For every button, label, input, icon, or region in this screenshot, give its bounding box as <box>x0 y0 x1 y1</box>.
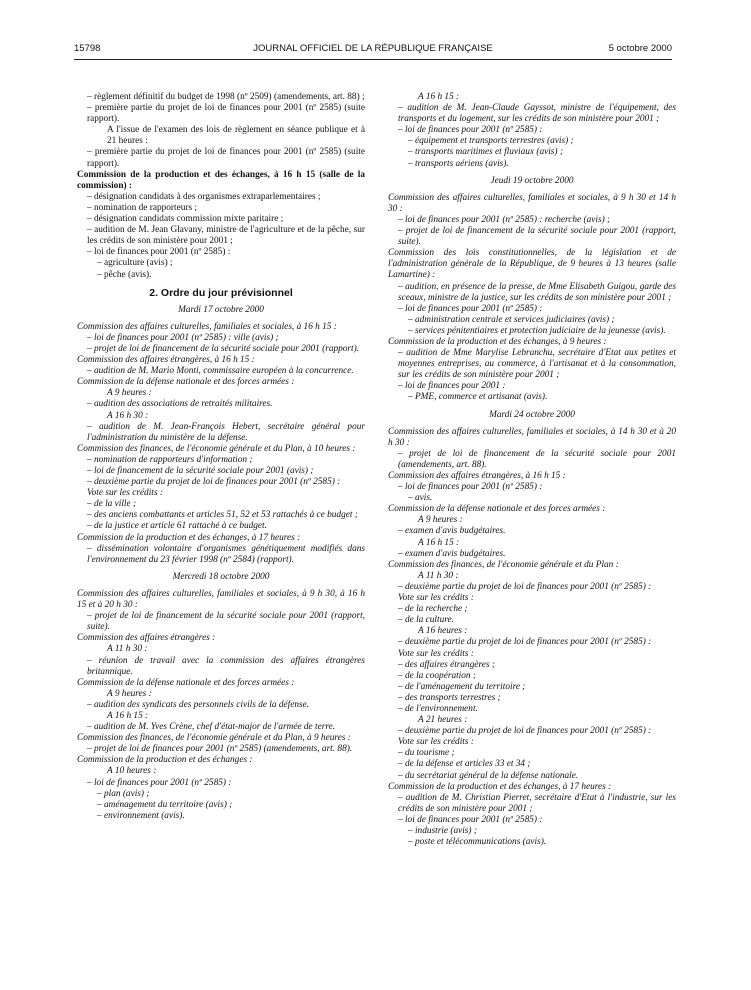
text-line: Vote sur les crédits : <box>398 737 474 748</box>
text-line: – transports maritimes et fluviaux (avis) ; <box>408 147 563 158</box>
text-line: Vote sur les crédits : <box>87 488 163 499</box>
text-line: Commission des finances, de l'économie générale et du Plan : <box>388 559 619 570</box>
text-line: A 16 h 15 : <box>418 537 460 548</box>
text-line: – des anciens combattants et articles 51, 52 et 53 rattachés à ce budget ; <box>87 510 358 521</box>
text-line: – dissémination volontaire d'organismes génétiquement modifiés dans l'environnement du 23 février 1998 (nº 2584) (rapport). <box>87 543 365 565</box>
text-line: A 11 h 30 : <box>418 570 459 581</box>
text-line: – première partie du projet de loi de finances pour 2001 (nº 2585) (suite rapport). <box>87 147 365 169</box>
text-line: – nomination de rapporteurs ; <box>87 202 197 213</box>
text-line: Commission des affaires culturelles, familiales et sociales, à 16 h 15 : <box>77 321 337 332</box>
text-line: – réunion de travail avec la commission des affaires étrangères britannique. <box>87 655 365 677</box>
text-line: Commission des affaires étrangères : <box>77 633 216 644</box>
text-line: – projet de loi de financement de la sécurité sociale pour 2001 (rapport). <box>87 343 360 354</box>
text-line: – de la justice et article 61 rattaché à ce budget. <box>87 521 267 532</box>
text-line: – services pénitentiaires et protection judiciaire de la jeunesse (avis). <box>408 325 666 336</box>
text-line: – désignation candidats commission mixte paritaire ; <box>87 214 284 225</box>
text-line: A 16 heures : <box>418 626 468 637</box>
text-line: – loi de finances pour 2001 (nº 2585) : <box>87 247 231 258</box>
text-line: – de la culture. <box>398 615 454 626</box>
text-line: – loi de finances pour 2001 (nº 2585) : <box>398 125 543 136</box>
text-line: – des transports terrestres ; <box>398 692 501 703</box>
section-heading: 2. Ordre du jour prévisionnel <box>149 286 293 299</box>
text-line: – équipement et transports terrestres (avis) ; <box>408 136 574 147</box>
text-line: – de la coopération ; <box>398 670 476 681</box>
text-line: – désignation candidats à des organismes extraparlementaires ; <box>87 191 321 202</box>
text-line: – environnement (avis). <box>97 810 185 821</box>
text-line: – audition de M. Yves Crène, chef d'état-major de l'armée de terre. <box>87 722 336 733</box>
text-line: Commission de la production et des échanges, à 17 heures : <box>77 532 301 543</box>
journal-title: JOURNAL OFFICIEL DE LA RÉPUBLIQUE FRANÇAISE <box>253 43 493 54</box>
text-line: – deuxième partie du projet de loi de finances pour 2001 (nº 2585) : <box>87 477 341 488</box>
text-line: Vote sur les crédits : <box>398 648 474 659</box>
text-line: – audition des associations de retraités militaires. <box>87 399 273 410</box>
text-line: Vote sur les crédits : <box>398 593 474 604</box>
text-line: – de la recherche ; <box>398 604 468 615</box>
text-line: – loi de finances pour 2001 : <box>398 381 506 392</box>
text-line: Commission de la production et des échanges, à 17 heures : <box>388 781 612 792</box>
text-line: – examen d'avis budgétaires. <box>398 526 506 537</box>
text-line: – audition de M. Mario Monti, commissaire européen à la concurrence. <box>87 366 354 377</box>
text-line: – PME, commerce et artisanat (avis). <box>408 392 548 403</box>
page-number: 15798 <box>74 43 101 54</box>
text-line: – audition des syndicats des personnels civils de la défense. <box>87 699 310 710</box>
text-line: – première partie du projet de loi de finances pour 2001 (nº 2585) (suite rapport). <box>87 103 365 125</box>
text-line: – agriculture (avis) ; <box>97 258 173 269</box>
text-line: – projet de loi de finances pour 2001 (nº 2585) (amendements, art. 88). <box>87 744 353 755</box>
text-line: – loi de finances pour 2001 (nº 2585) : <box>398 482 543 493</box>
text-line: A 9 heures : <box>107 688 152 699</box>
text-line: Commission de la production et des échanges : <box>77 755 253 766</box>
text-line: – projet de loi de financement de la sécurité sociale pour 2001 (rapport, suite). <box>87 611 365 633</box>
text-line: – examen d'avis budgétaires. <box>398 548 506 559</box>
text-line: – aménagement du territoire (avis) ; <box>97 799 233 810</box>
text-line: Commission des lois constitutionnelles, de la législation et de l'administration générale de la République, de 9 heures à 13 heures (salle Lamartine) : <box>388 248 676 281</box>
text-line: – avis. <box>408 493 433 504</box>
text-line: Commission des affaires culturelles, familiales et sociales, à 9 h 30 et 14 h 30 : <box>388 192 676 214</box>
date-heading: Mardi 24 octobre 2000 <box>489 409 575 420</box>
text-line: A l'issue de l'examen des lois de règlement en séance publique et à 21 heures : <box>107 125 365 147</box>
text-line: Commission de la défense nationale et des forces armées : <box>388 504 606 515</box>
text-line: – de la défense et articles 33 et 34 ; <box>398 759 531 770</box>
text-line: – loi de financement de la sécurité sociale pour 2001 (avis) ; <box>87 466 314 476</box>
issue-date: 5 octobre 2000 <box>608 43 672 54</box>
text-line: Commission des finances, de l'économie générale et du Plan, à 10 heures : <box>77 443 356 454</box>
text-line: – audition de M. Christian Pierret, secrétaire d'Etat à l'industrie, sur les crédits de son ministère pour 2001 ; <box>398 792 676 814</box>
text-line: – deuxième partie du projet de loi de finances pour 2001 (nº 2585) : <box>398 637 652 648</box>
text-line: A 11 h 30 : <box>107 644 148 655</box>
text-line: – loi de finances pour 2001 (nº 2585) : ville (avis) ; <box>87 332 279 343</box>
text-line: – plan (avis) ; <box>97 788 150 799</box>
text-line: – de l'environnement. <box>398 703 478 714</box>
text-line: A 21 heures : <box>418 715 468 726</box>
text-line: Commission de la production et des échanges, à 16 h 15 (salle de la commission) : <box>77 169 365 191</box>
text-line: Commission de la défense nationale et des forces armées : <box>77 677 295 688</box>
text-line: – de la ville ; <box>87 499 137 510</box>
text-line: – nomination de rapporteurs d'information ; <box>87 454 253 465</box>
text-line: – loi de finances pour 2001 (nº 2585) : <box>87 777 232 788</box>
text-line: Commission des affaires étrangères, à 16 h 15 : <box>77 355 255 366</box>
text-line: A 16 h 15 : <box>418 92 460 102</box>
text-line: – audition, en présence de la presse, de Mme Elisabeth Guigou, garde des sceaux, ministre de la justice, sur les crédits de son ministère pour 2001 ; <box>398 281 676 303</box>
text-line: Commission des finances, de l'économie générale et du Plan, à 9 heures : <box>77 733 351 744</box>
text-line: A 10 heures : <box>107 766 157 777</box>
text-line: – projet de loi de financement de la sécurité sociale pour 2001 (rapport, suite). <box>398 226 676 248</box>
text-line: Commission de la défense nationale et des forces armées : <box>77 377 295 388</box>
text-line: – poste et télécommunications (avis). <box>408 837 547 848</box>
text-line: – loi de finances pour 2001 (nº 2585) : <box>398 303 543 314</box>
text-line: – de l'aménagement du territoire ; <box>398 681 526 692</box>
text-line: – deuxième partie du projet de loi de finances pour 2001 (nº 2585) : <box>398 581 652 592</box>
text-line: – audition de M. Jean-François Hebert, secrétaire général pour l'administration du ministère de la défense. <box>87 421 365 443</box>
header-rule <box>74 59 672 60</box>
text-line: – transports aériens (avis). <box>408 158 509 169</box>
date-heading: Mardi 17 octobre 2000 <box>178 304 264 315</box>
text-line: Commission des affaires étrangères, à 16 h 15 : <box>388 471 566 481</box>
text-line: Commission de la production et des échanges, à 9 heures : <box>388 336 607 347</box>
right-column <box>388 92 676 848</box>
text-line: A 16 h 30 : <box>107 410 149 421</box>
text-line: – audition de M. Jean-Claude Gayssot, ministre de l'équipement, des transports et du logement, sur les crédits de son ministère pour 2001 ; <box>398 103 676 125</box>
text-line: – projet de loi de financement de la sécurité sociale pour 2001 (amendements, art. 88). <box>398 448 676 470</box>
text-line: – pêche (avis). <box>97 269 152 280</box>
text-line: – audition de Mme Marylise Lebranchu, secrétaire d'Etat aux petites et moyennes entreprises, au commerce, à l'artisanat et à la consommation, sur les crédits de son ministère pour 2001 ; <box>398 348 676 381</box>
left-column <box>77 92 365 822</box>
text-line: – des affaires étrangères ; <box>398 659 495 670</box>
text-line: – administration centrale et services judiciaires (avis) ; <box>408 314 615 325</box>
text-line: A 9 heures : <box>107 388 152 399</box>
text-line: A 16 h 15 : <box>107 710 149 721</box>
text-line: – du tourisme ; <box>398 748 455 759</box>
date-heading: Mercredi 18 octobre 2000 <box>172 571 270 582</box>
text-line: – du secrétariat général de la défense nationale. <box>398 770 579 781</box>
text-line: A 9 heures : <box>418 515 463 526</box>
text-line: Commission des affaires culturelles, familiales et sociales, à 9 h 30, à 16 h 15 et à 20 h 30 : <box>77 588 365 611</box>
text-line: – règlement définitif du budget de 1998 (nº 2509) (amendements, art. 88) ; <box>87 92 365 102</box>
text-line: Commission des affaires culturelles, familiales et sociales, à 14 h 30 et à 20 h 30 : <box>388 426 676 448</box>
text-line: – loi de finances pour 2001 (nº 2585) : <box>398 814 543 825</box>
date-heading: Jeudi 19 octobre 2000 <box>490 175 574 186</box>
page-header <box>74 43 672 57</box>
text-line: – deuxième partie du projet de loi de finances pour 2001 (nº 2585) : <box>398 726 652 737</box>
text-line: – loi de finances pour 2001 (nº 2585) : recherche (avis) ; <box>398 214 611 225</box>
text-line: – audition de M. Jean Glavany, ministre de l'agriculture et de la pêche, sur les crédits de son ministère pour 2001 ; <box>87 225 365 247</box>
text-line: – industrie (avis) ; <box>408 826 477 836</box>
